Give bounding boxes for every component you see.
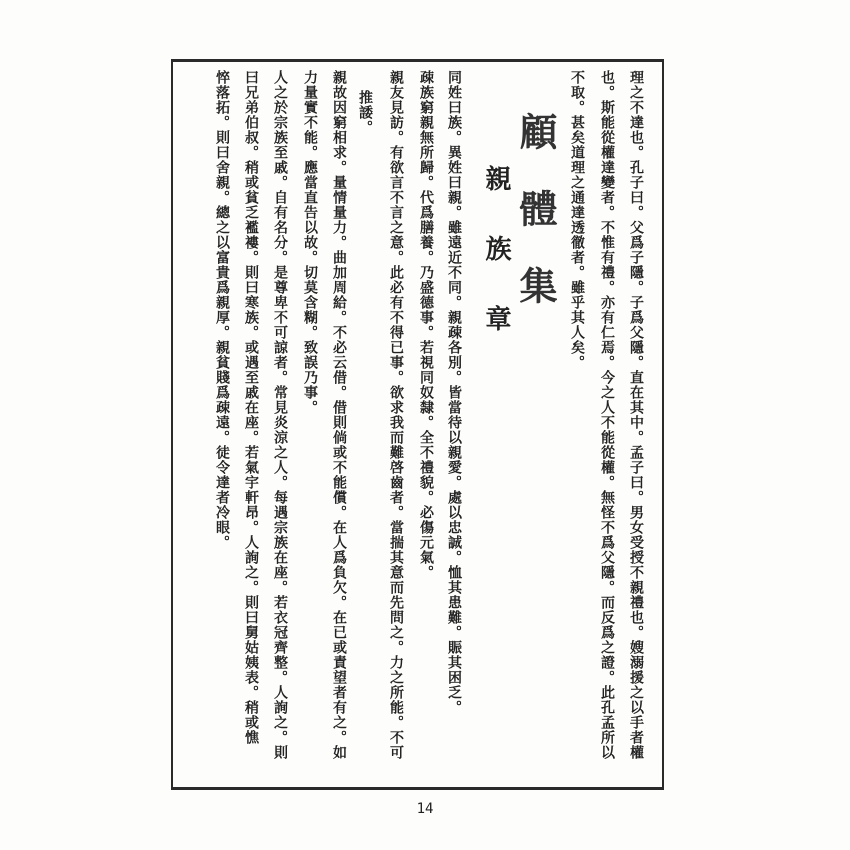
text-column: 不取。甚矣道理之通達透徹者。雖乎其人矣。 [569,70,585,370]
text-column: 疎族窮親無所歸。代爲膳養。乃盛德事。若視同奴隸。全不禮貌。必傷元氣。 [418,70,434,580]
text-column: 親故因窮相求。量情量力。曲加周給。不必云借。借則倘或不能償。在人爲負欠。在已或責望者有之。如 [331,70,347,760]
chapter-title: 親族章 [481,165,511,375]
text-column: 人之於宗族至戚。自有名分。是尊卑不可諒者。常見炎涼之人。每遇宗族在座。若衣冠齊整。人詢之。則 [272,70,288,760]
text-column: 曰兄弟伯叔。稍或貧乏襤褸。則曰寒族。或遇至戚在座。若氣宇軒昂。人詢之。則曰舅姑姨表。稍或憔 [243,70,259,745]
text-column: 理之不達也。孔子曰。父爲子隱。子爲父隱。直在其中。孟子曰。男女受授不親禮也。嫂溺援之以手者權 [628,70,644,760]
text-column: 力量實不能。應當直告以故。切莫含糊。致誤乃事。 [302,70,318,415]
text-column: 親友見訪。有欲言不言之意。此必有不得已事。欲求我而難啓齒者。當揣其意而先問之。力之所能。不可 [388,70,404,760]
text-column: 推諉。 [357,90,373,135]
book-title: 顧體集 [513,112,558,343]
page-number: 14 [416,801,434,817]
text-column: 同姓曰族。異姓曰親。雖遠近不同。親疎各別。皆當待以親愛。處以忠誠。恤其患難。賑其困乏。 [446,70,462,715]
text-column: 也。斯能從權達變者。不惟有禮。亦有仁焉。今之人不能從權。無怪不爲父隱。而反爲之證。此孔孟所以 [599,70,615,760]
text-column: 悴落拓。則曰舍親。總之以富貴爲親厚。親貧賤爲疎遠。徒令達者冷眼。 [214,70,230,550]
